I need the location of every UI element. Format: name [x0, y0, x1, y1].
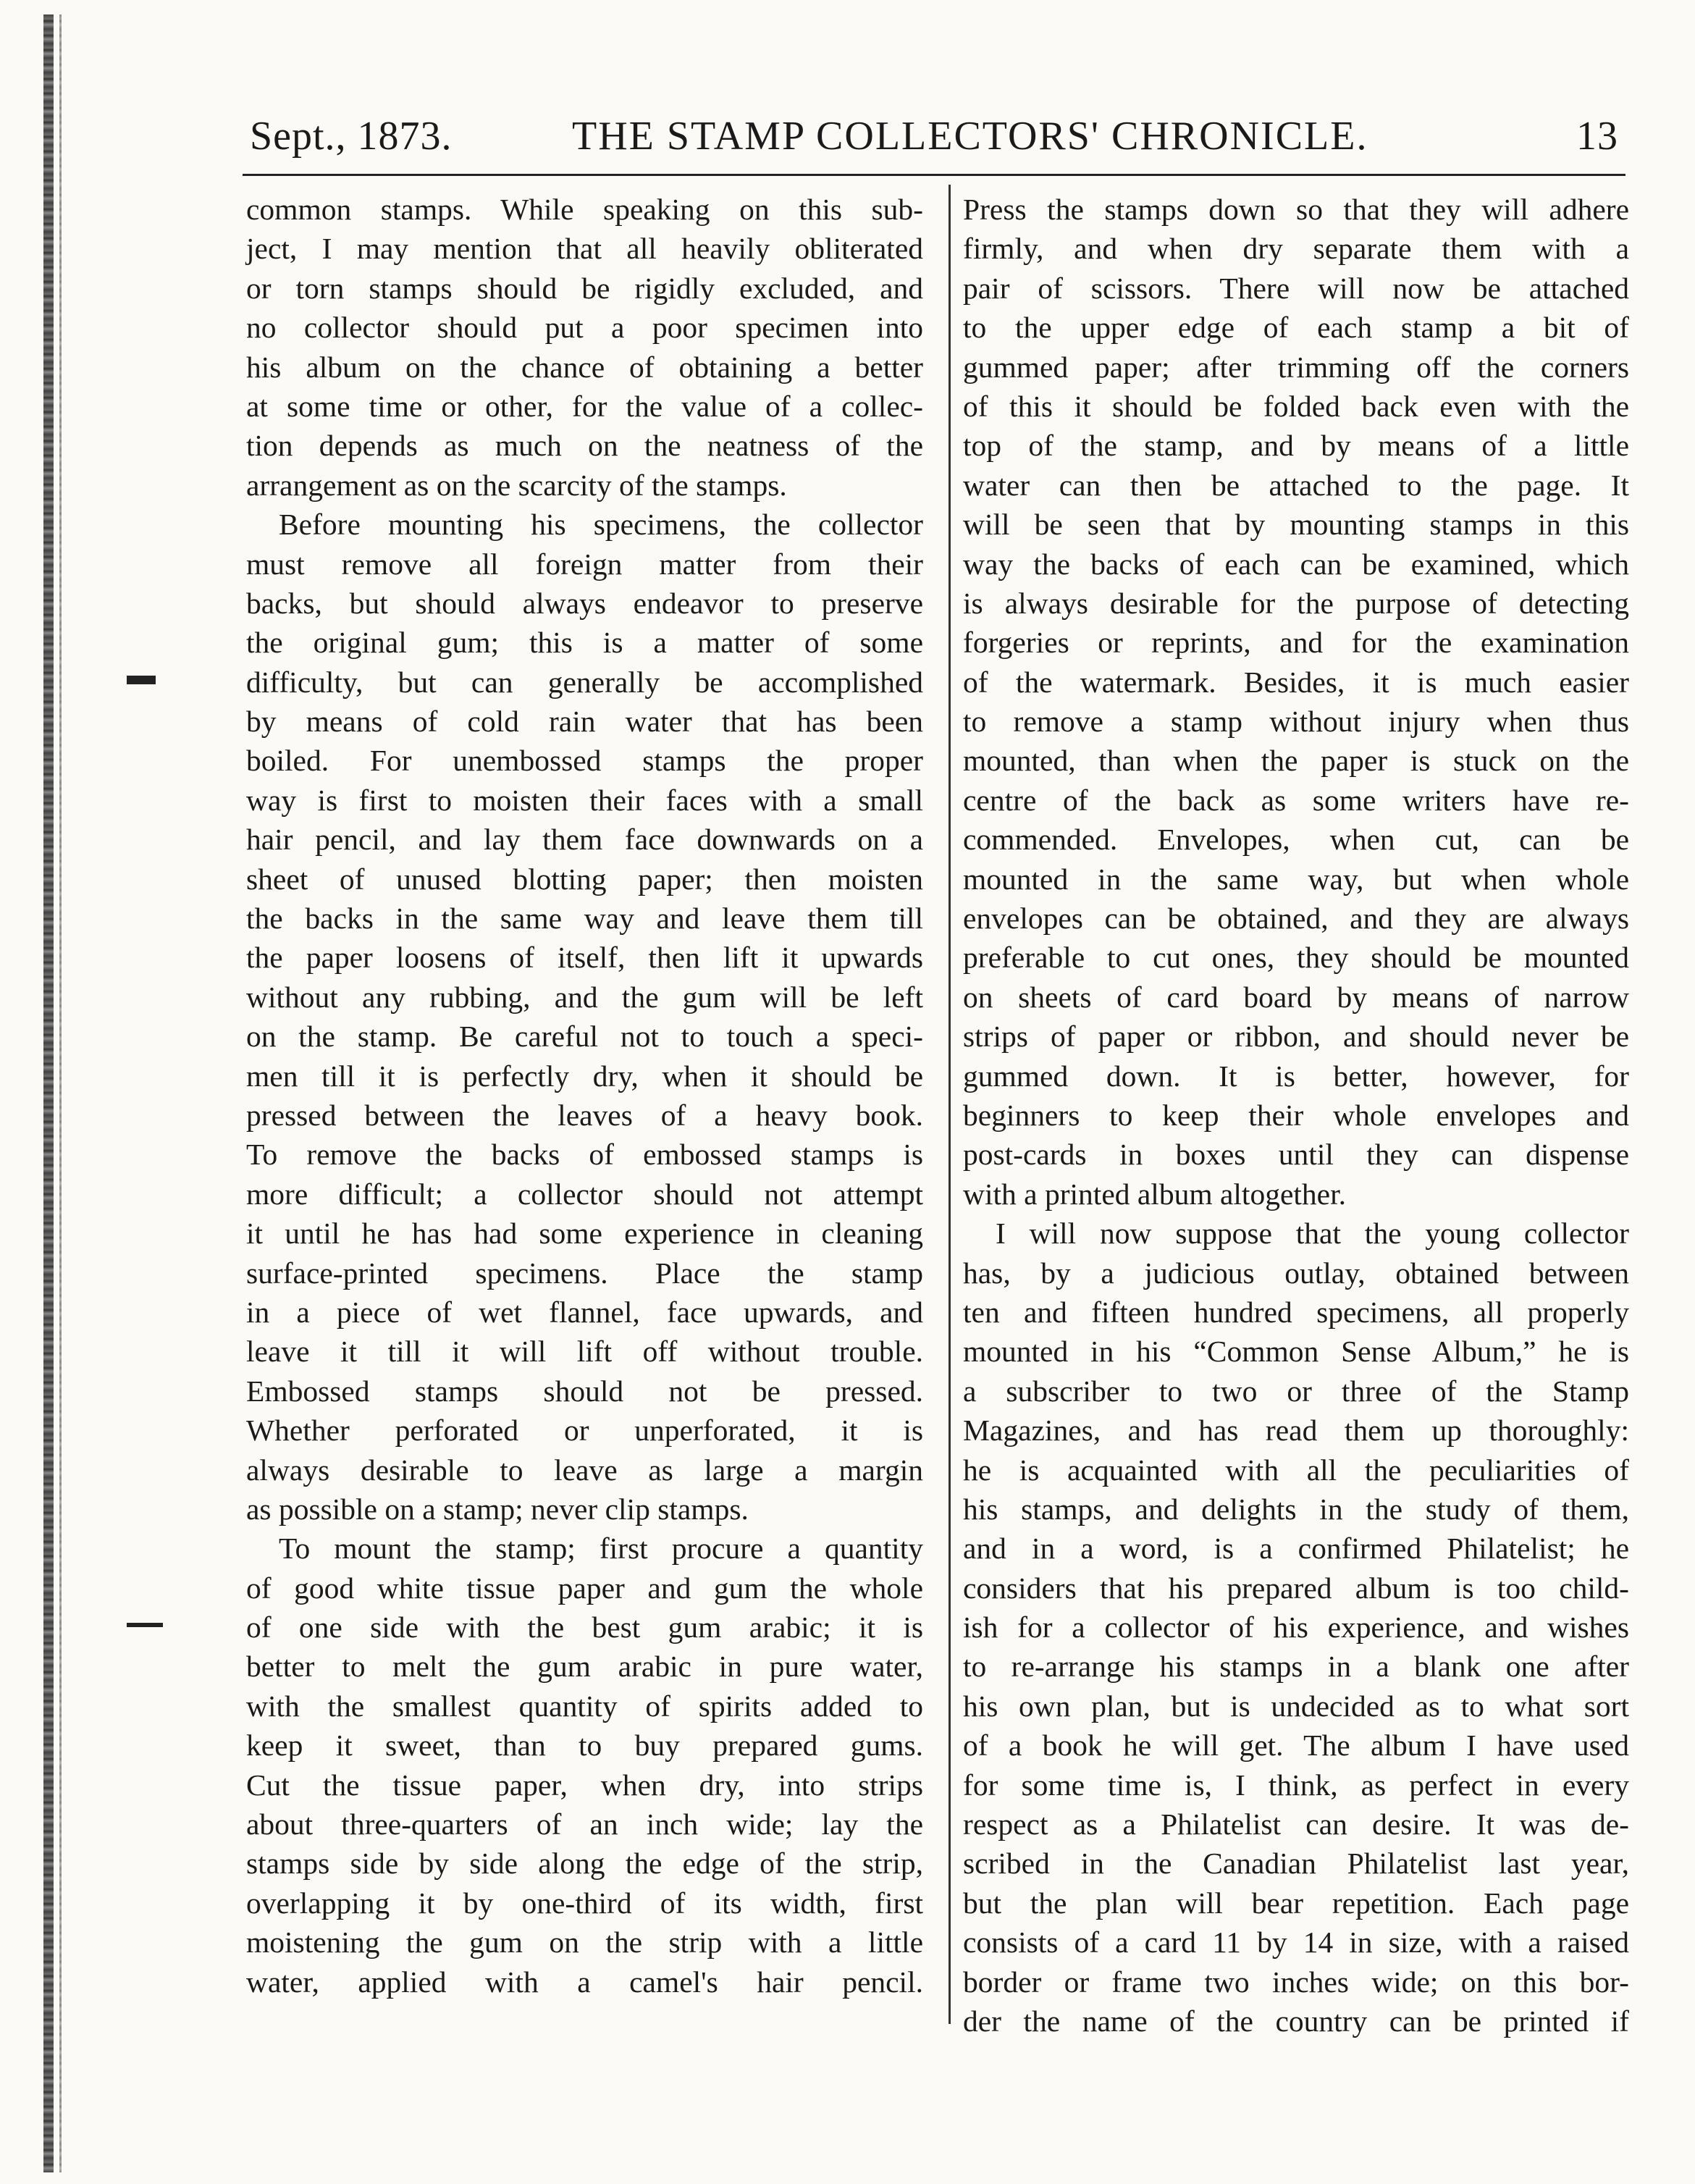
text-line: ject, I may mention that all heavily obliterated	[246, 232, 923, 266]
text-line: the backs in the same way and leave them till	[246, 902, 923, 936]
text-line: ten and fifteen hundred specimens, all properly	[963, 1295, 1629, 1329]
text-line: consists of a card 11 by 14 in size, with a raised	[963, 1925, 1629, 1960]
text-line: boiled. For unembossed stamps the proper	[246, 744, 923, 778]
text-line: Press the stamps down so that they will adhere	[963, 193, 1629, 226]
text-line: Whether perforated or unperforated, it is	[246, 1414, 923, 1448]
text-line: is always desirable for the purpose of detecting	[963, 586, 1629, 620]
margin-mark	[127, 676, 156, 684]
text-line: Before mounting his specimens, the collector	[279, 508, 923, 542]
text-line: the paper loosens of itself, then lift it upwards	[246, 941, 923, 975]
text-line: I will now suppose that the young collector	[996, 1217, 1629, 1251]
text-line: he is acquainted with all the peculiarities of	[963, 1453, 1629, 1487]
text-line: arrangement as on the scarcity of the stamps.	[246, 468, 787, 502]
margin-mark	[127, 1623, 163, 1627]
text-line: forgeries or reprints, and for the examination	[963, 626, 1629, 660]
text-line: no collector should put a poor specimen into	[246, 311, 923, 345]
text-line: hair pencil, and lay them face downwards on a	[246, 823, 923, 857]
text-line: his stamps, and delights in the study of them,	[963, 1492, 1629, 1526]
text-line: considers that his prepared album is too child-	[963, 1571, 1629, 1605]
text-line: to the upper edge of each stamp a bit of	[963, 311, 1629, 345]
text-line: as possible on a stamp; never clip stamps.	[246, 1492, 749, 1526]
text-line: of one side with the best gum arabic; it is	[246, 1610, 923, 1645]
text-line: common stamps. While speaking on this sub-	[246, 193, 923, 226]
text-line: in a piece of wet flannel, face upwards, and	[246, 1295, 923, 1329]
text-line: water, applied with a camel's hair pencil.	[246, 1965, 923, 1999]
text-line: for some time is, I think, as perfect in every	[963, 1768, 1629, 1802]
text-line: ish for a collector of his experience, and wishes	[963, 1610, 1629, 1645]
text-line: respect as a Philatelist can desire. It was de-	[963, 1807, 1629, 1841]
text-line: a subscriber to two or three of the Stamp	[963, 1374, 1629, 1408]
text-line: has, by a judicious outlay, obtained between	[963, 1256, 1629, 1290]
text-line: der the name of the country can be printed if	[963, 2004, 1629, 2038]
text-line: of a book he will get. The album I have used	[963, 1729, 1629, 1763]
text-line: and in a word, is a confirmed Philatelist; he	[963, 1532, 1629, 1566]
text-line: will be seen that by mounting stamps in this	[963, 508, 1629, 542]
left-column	[246, 190, 923, 2002]
text-line: water can then be attached to the page. It	[963, 468, 1629, 502]
text-line: top of the stamp, and by means of a little	[963, 429, 1629, 463]
page-number: 13	[1576, 114, 1618, 159]
column-divider	[949, 185, 951, 2024]
text-line: always desirable to leave as large a margin	[246, 1453, 923, 1487]
running-header	[243, 109, 1625, 167]
text-line: strips of paper or ribbon, and should never be	[963, 1020, 1629, 1054]
text-line: way the backs of each can be examined, which	[963, 547, 1629, 581]
header-title: THE STAMP COLLECTORS' CHRONICLE.	[572, 114, 1368, 159]
text-line: at some time or other, for the value of a collec-	[246, 389, 923, 423]
text-line: preferable to cut ones, they should be mounted	[963, 941, 1629, 975]
text-line: mounted in his “Common Sense Album,” he is	[963, 1335, 1629, 1369]
text-line: with the smallest quantity of spirits added to	[246, 1689, 923, 1723]
text-line: centre of the back as some writers have re-	[963, 783, 1629, 817]
text-line: To mount the stamp; first procure a quantity	[279, 1532, 923, 1566]
text-line: commended. Envelopes, when cut, can be	[963, 823, 1629, 857]
text-line: firmly, and when dry separate them with a	[963, 232, 1629, 266]
text-line: difficulty, but can generally be accomplished	[246, 665, 923, 699]
text-line: by means of cold rain water that has been	[246, 705, 923, 739]
text-line: backs, but should always endeavor to preserve	[246, 586, 923, 620]
header-rule	[243, 174, 1625, 176]
text-line: stamps side by side along the edge of the strip,	[246, 1847, 923, 1881]
text-line: pair of scissors. There will now be attached	[963, 271, 1629, 305]
text-line: tion depends as much on the neatness of the	[246, 429, 923, 463]
text-line: To remove the backs of embossed stamps is	[246, 1138, 923, 1172]
right-column	[963, 190, 1629, 2041]
text-line: overlapping it by one-third of its width, first	[246, 1886, 923, 1920]
text-line: way is first to moisten their faces with a small	[246, 783, 923, 817]
text-line: men till it is perfectly dry, when it should be	[246, 1059, 923, 1093]
text-line: mounted, than when the paper is stuck on the	[963, 744, 1629, 778]
text-line: it until he has had some experience in cleaning	[246, 1217, 923, 1251]
text-line: gummed paper; after trimming off the corners	[963, 350, 1629, 384]
text-line: border or frame two inches wide; on this bor-	[963, 1965, 1629, 1999]
text-line: to remove a stamp without injury when thus	[963, 705, 1629, 739]
text-line: with a printed album altogether.	[963, 1177, 1346, 1211]
text-line: gummed down. It is better, however, for	[963, 1059, 1629, 1093]
text-line: scribed in the Canadian Philatelist last year,	[963, 1847, 1629, 1881]
text-line: must remove all foreign matter from their	[246, 547, 923, 581]
text-line: but the plan will bear repetition. Each page	[963, 1886, 1629, 1920]
text-line: his own plan, but is undecided as to what sort	[963, 1689, 1629, 1723]
text-line: without any rubbing, and the gum will be left	[246, 980, 923, 1014]
text-line: mounted in the same way, but when whole	[963, 862, 1629, 896]
text-line: of the watermark. Besides, it is much easier	[963, 665, 1629, 699]
binding-edge	[43, 14, 54, 2172]
text-line: or torn stamps should be rigidly excluded, and	[246, 271, 923, 305]
text-line: on the stamp. Be careful not to touch a speci-	[246, 1020, 923, 1054]
text-line: envelopes can be obtained, and they are always	[963, 902, 1629, 936]
text-line: post-cards in boxes until they can dispense	[963, 1138, 1629, 1172]
binding-edge-shadow	[59, 14, 62, 2172]
text-line: better to melt the gum arabic in pure water,	[246, 1650, 923, 1684]
text-line: keep it sweet, than to buy prepared gums.	[246, 1729, 923, 1763]
text-line: his album on the chance of obtaining a better	[246, 350, 923, 384]
text-line: Magazines, and has read them up thoroughly:	[963, 1414, 1629, 1448]
text-line: the original gum; this is a matter of some	[246, 626, 923, 660]
text-line: Cut the tissue paper, when dry, into strips	[246, 1768, 923, 1802]
text-line: beginners to keep their whole envelopes and	[963, 1098, 1629, 1132]
header-date: Sept., 1873.	[250, 114, 453, 159]
text-line: of this it should be folded back even with the	[963, 389, 1629, 423]
text-line: about three-quarters of an inch wide; lay the	[246, 1807, 923, 1841]
text-line: to re-arrange his stamps in a blank one after	[963, 1650, 1629, 1684]
text-line: surface-printed specimens. Place the stamp	[246, 1256, 923, 1290]
text-line: moistening the gum on the strip with a little	[246, 1925, 923, 1960]
text-line: sheet of unused blotting paper; then moisten	[246, 862, 923, 896]
text-line: Embossed stamps should not be pressed.	[246, 1374, 923, 1408]
text-line: leave it till it will lift off without trouble.	[246, 1335, 923, 1369]
text-line: more difficult; a collector should not attempt	[246, 1177, 923, 1211]
text-line: on sheets of card board by means of narrow	[963, 980, 1629, 1014]
text-line: of good white tissue paper and gum the whole	[246, 1571, 923, 1605]
text-line: pressed between the leaves of a heavy book.	[246, 1098, 923, 1132]
